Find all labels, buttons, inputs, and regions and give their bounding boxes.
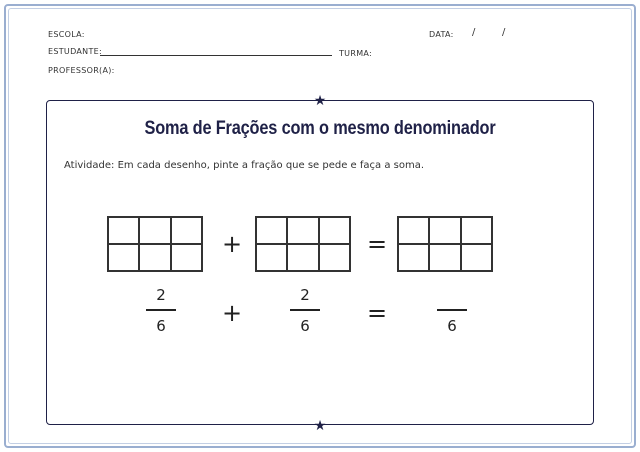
- fraction-bar: [437, 309, 467, 311]
- grid-cell[interactable]: [429, 244, 460, 271]
- school-label: ESCOLA:: [48, 30, 85, 39]
- grid-cell[interactable]: [287, 217, 318, 244]
- fraction-numerator: 2: [300, 286, 310, 304]
- grid-cell[interactable]: [461, 244, 492, 271]
- grid-cell[interactable]: [139, 244, 170, 271]
- grid-cell[interactable]: [139, 217, 170, 244]
- fraction-bar: [146, 309, 176, 311]
- grid-cell[interactable]: [108, 244, 139, 271]
- date-label: DATA:: [429, 30, 454, 39]
- grid-cell[interactable]: [108, 217, 139, 244]
- student-label: ESTUDANTE:: [48, 47, 102, 56]
- fraction-1: [141, 285, 181, 336]
- worksheet-title: Soma de Frações com o mesmo denominador: [144, 118, 496, 139]
- grid-cell[interactable]: [287, 244, 318, 271]
- fraction-numerator-blank[interactable]: [432, 285, 472, 305]
- grid-cell[interactable]: [171, 217, 202, 244]
- grid-cell[interactable]: [256, 217, 287, 244]
- activity-instruction: Atividade: Em cada desenho, pinte a fração que se pede e faça a soma.: [64, 160, 425, 171]
- fraction-grid-2: [255, 216, 351, 272]
- student-name-line[interactable]: [100, 55, 332, 56]
- grid-cell[interactable]: [256, 244, 287, 271]
- fraction-grid-result: [397, 216, 493, 272]
- plus-sign: +: [222, 230, 243, 258]
- grid-cell[interactable]: [398, 244, 429, 271]
- grid-cell[interactable]: [398, 217, 429, 244]
- fraction-2: [285, 285, 325, 336]
- grid-cell[interactable]: [429, 217, 460, 244]
- grid-cell[interactable]: [171, 244, 202, 271]
- star-icon: ★: [313, 417, 327, 433]
- grid-cell[interactable]: [319, 244, 350, 271]
- fraction-denominator: 6: [156, 317, 166, 335]
- fraction-numerator: 2: [156, 286, 166, 304]
- fraction-denominator: 6: [447, 317, 457, 335]
- date-separator: /: [472, 27, 476, 38]
- equals-sign: =: [367, 299, 388, 327]
- equals-sign: =: [367, 230, 388, 258]
- grid-cell[interactable]: [461, 217, 492, 244]
- grid-cell[interactable]: [319, 217, 350, 244]
- fraction-denominator: 6: [300, 317, 310, 335]
- plus-sign: +: [222, 299, 243, 327]
- date-separator: /: [502, 27, 506, 38]
- fraction-bar: [290, 309, 320, 311]
- fraction-grid-1: [107, 216, 203, 272]
- teacher-label: PROFESSOR(A):: [48, 66, 115, 75]
- star-icon: ★: [313, 92, 327, 108]
- class-label: TURMA:: [339, 49, 373, 58]
- fraction-result: [432, 285, 472, 336]
